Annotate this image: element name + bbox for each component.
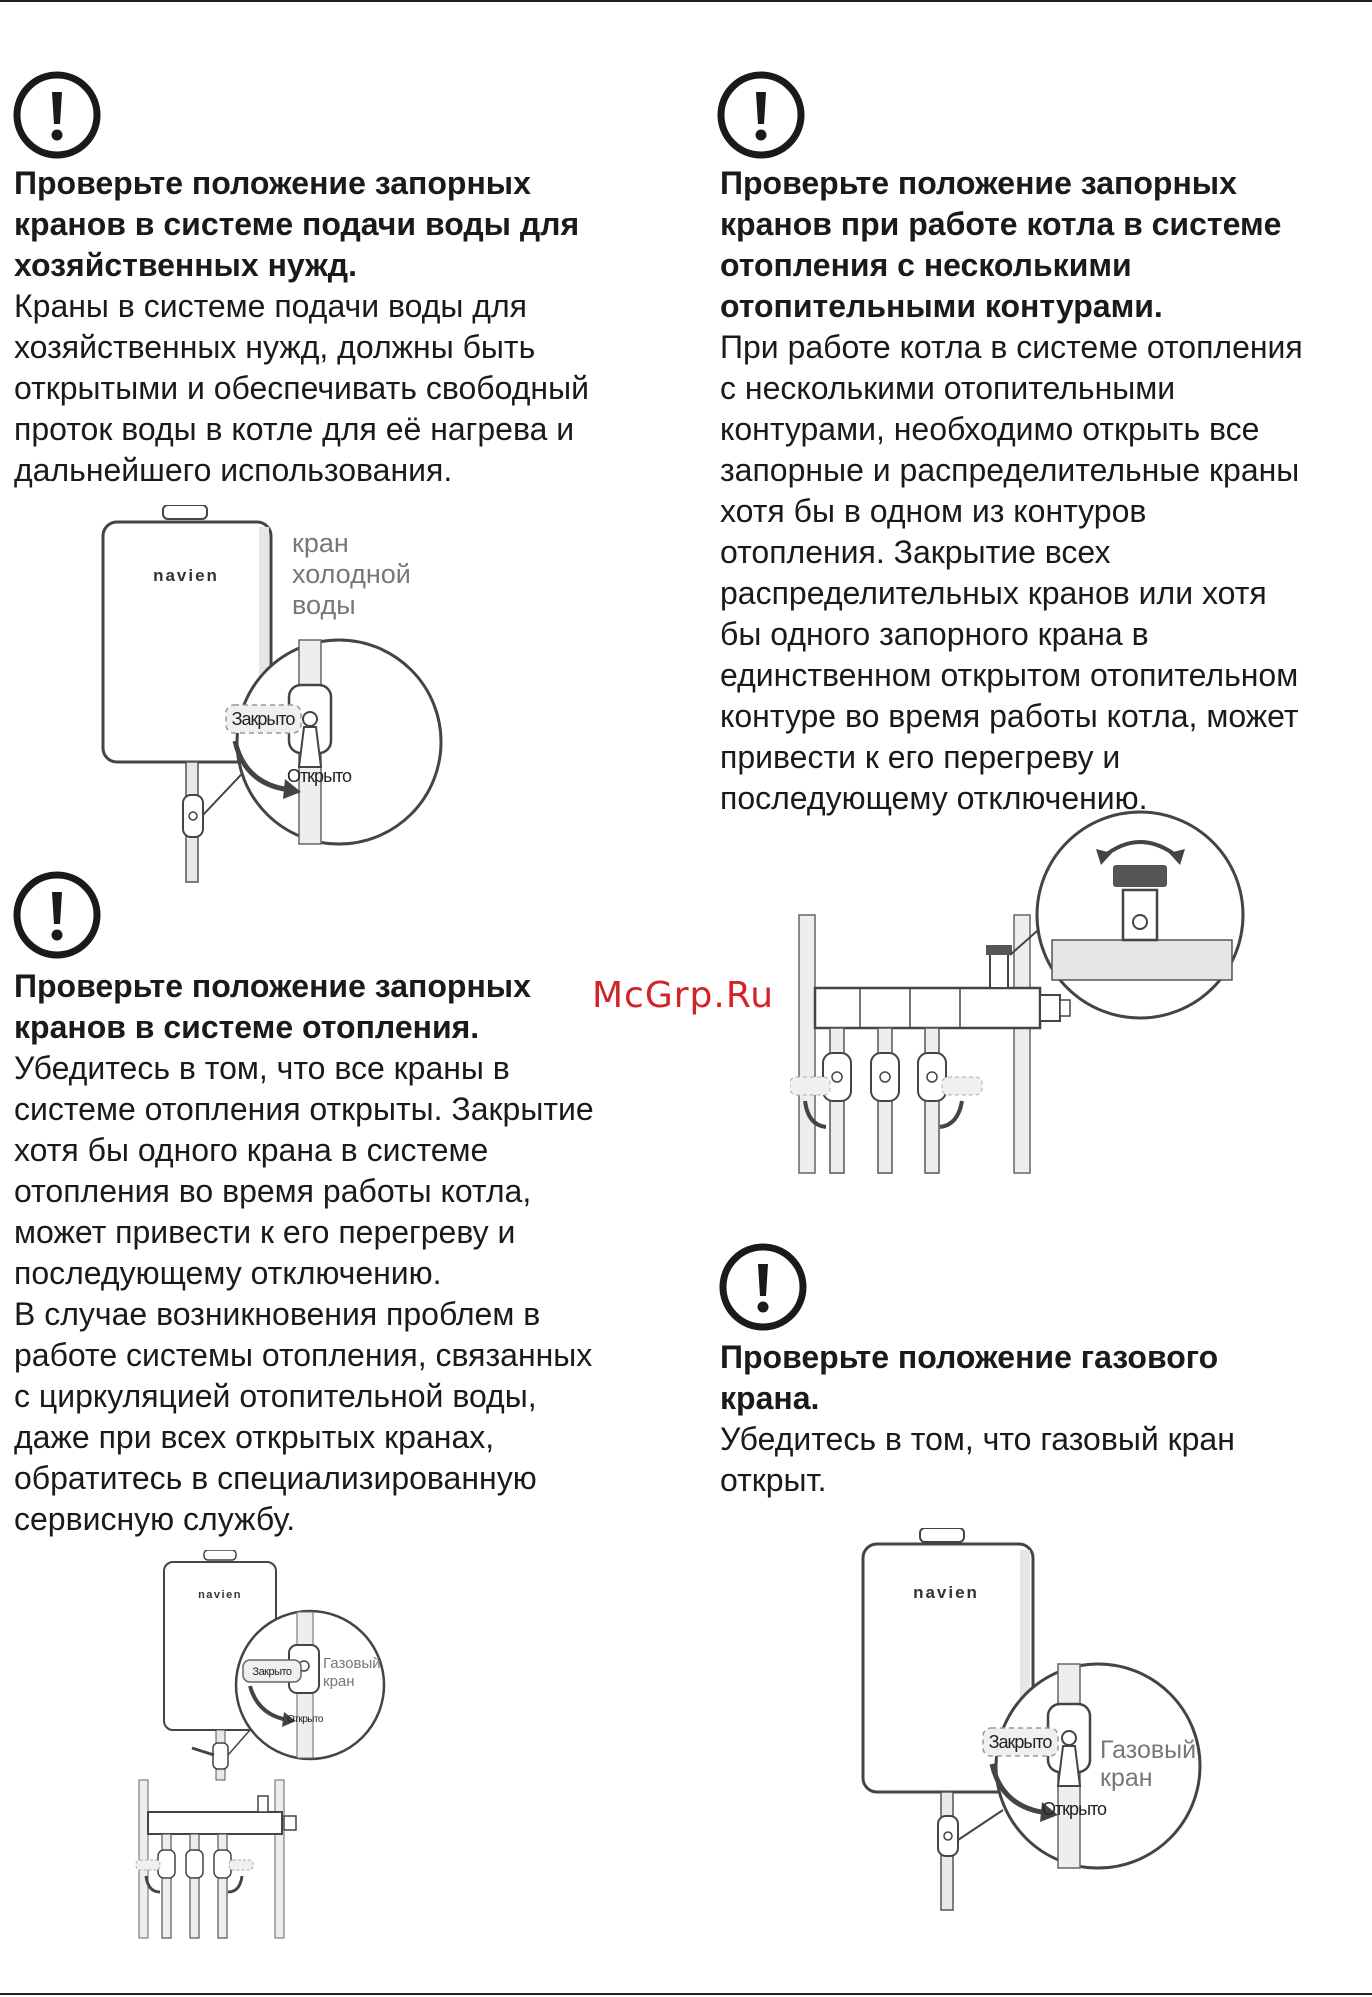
label-gas-valve-1: Газовый [323, 1655, 381, 1672]
label-gas-valve-1: Газовый [1100, 1736, 1197, 1764]
section-gas [720, 1337, 1306, 1501]
brand-logo: navien [198, 1589, 242, 1601]
section-heating-title: Проверьте положение запорных кранов в системе отопления. [14, 968, 531, 1045]
watermark: McGrp.Ru [592, 975, 775, 1016]
illustration-gas-valve [858, 1528, 1208, 1913]
section-multi-circuit-body: При работе котла в системе отопления с несколькими отопительными контурами, необходимо открыть все запорные и распределительные краны хотя бы в одном из контуров отопления. Закрытие всех распределительных кранов или хотя бы одного запорного крана в единственном открытом отопительном контуре во время работы котла, может привести к его перегреву и последующему отключению. [720, 329, 1303, 816]
bottom-rule [0, 1993, 1372, 1995]
label-closed: Закрыто [988, 1732, 1052, 1752]
section-dhw [14, 163, 614, 491]
label-cold-water-2: холодной [292, 559, 411, 589]
section-gas-title: Проверьте положение газового крана. [720, 1339, 1219, 1416]
section-dhw-title: Проверьте положение запорных кранов в системе подачи воды для хозяйственных нужд. [14, 165, 580, 283]
illustration-heating-valves [130, 1550, 400, 1940]
label-cold-water-3: воды [292, 590, 356, 620]
label-gas-valve-2: кран [1100, 1764, 1153, 1792]
label-open: Открыто [286, 766, 352, 786]
section-gas-body: Убедитесь в том, что газовый кран открыт. [720, 1421, 1235, 1498]
warning-icon [716, 70, 806, 160]
brand-logo: navien [153, 566, 219, 585]
label-closed: Закрыто [231, 709, 295, 729]
label-closed: Закрыто [252, 1666, 292, 1678]
label-cold-water-1: кран [292, 528, 349, 558]
label-open: Открыто [286, 1714, 324, 1725]
top-rule [0, 0, 1372, 2]
label-open: Открыто [1041, 1799, 1107, 1819]
warning-icon [12, 70, 102, 160]
brand-logo: navien [913, 1583, 979, 1602]
label-gas-valve-2: кран [323, 1673, 355, 1690]
section-dhw-body: Краны в системе подачи воды для хозяйственных нужд, должны быть открытыми и обеспечивать свободный проток воды в котле для её нагрева и дальнейшего использования. [14, 288, 589, 488]
section-heating [14, 966, 614, 1540]
warning-icon [12, 870, 102, 960]
illustration-cold-water-valve [95, 505, 455, 885]
warning-icon [718, 1242, 808, 1332]
section-heating-body-1: Убедитесь в том, что все краны в системе отопления открыты. Закрытие хотя бы одного крана в системе отопления во время работы котла, может привести к его перегреву и последующему отключению. [14, 1050, 594, 1291]
section-multi-circuit [720, 163, 1306, 819]
section-heating-body-2: В случае возникновения проблем в работе системы отопления, связанных с циркуляцией отопительной воды, даже при всех открытых кранах, обратитесь в специализированную сервисную службу. [14, 1296, 593, 1537]
section-multi-circuit-title: Проверьте положение запорных кранов при работе котла в системе отопления с несколькими отопительными контурами. [720, 165, 1282, 324]
illustration-manifold [790, 805, 1260, 1175]
